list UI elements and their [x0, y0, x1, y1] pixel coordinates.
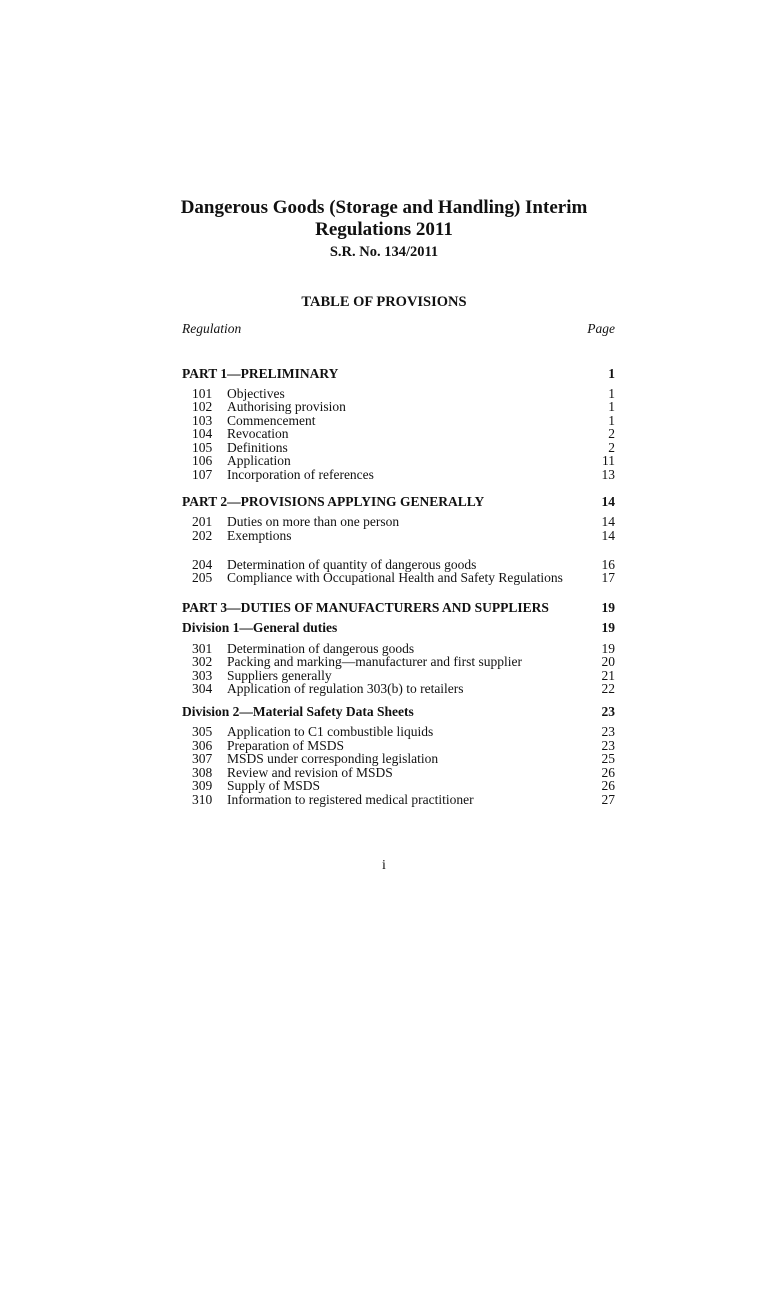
- toc-entry[interactable]: [182, 655, 615, 669]
- toc-entry-label: Suppliers generally: [227, 668, 332, 683]
- toc-part-page: 19: [601, 600, 615, 615]
- toc-entry[interactable]: [182, 682, 615, 696]
- toc-entry-number: 204: [192, 557, 213, 572]
- toc-entry[interactable]: [182, 529, 615, 543]
- column-header-regulation: Regulation: [182, 321, 242, 336]
- toc-entry-number: 310: [192, 792, 213, 807]
- toc-entry-page: 2: [608, 426, 615, 441]
- document-title-line-2: Regulations 2011: [315, 219, 453, 240]
- toc-entry[interactable]: [182, 725, 615, 739]
- toc-entry-page: 2: [608, 440, 615, 455]
- toc-entry-number: 205: [192, 570, 213, 585]
- toc-entry-number: 306: [192, 738, 213, 753]
- toc-division-1-heading[interactable]: [182, 620, 615, 636]
- toc-entry-label: Packing and marking—manufacturer and first supplier: [227, 654, 523, 669]
- toc-part-label: PART 3—DUTIES OF MANUFACTURERS AND SUPPLIERS: [182, 600, 549, 615]
- column-header-page: Page: [587, 321, 615, 336]
- toc-entry-label: Application: [227, 453, 291, 468]
- toc-entry-number: 105: [192, 440, 213, 455]
- toc-entry-label: Supply of MSDS: [227, 778, 321, 793]
- toc-part-page: 1: [608, 366, 615, 381]
- toc-entry-number: 302: [192, 654, 213, 669]
- toc-division-page: 19: [601, 620, 615, 635]
- toc-entry-number: 309: [192, 778, 213, 793]
- toc-entry[interactable]: [182, 454, 615, 468]
- toc-entry-label: Compliance with Occupational Health and Safety Regulations: [227, 570, 563, 585]
- toc-entry-number: 308: [192, 765, 213, 780]
- toc-entry-page: 20: [601, 654, 615, 669]
- toc-entry-page: 13: [601, 467, 615, 482]
- toc-part-1-heading[interactable]: [182, 366, 615, 382]
- toc-heading: TABLE OF PROVISIONS: [301, 294, 467, 310]
- toc-division-label: Division 2—Material Safety Data Sheets: [182, 704, 414, 719]
- toc-entry-page: 1: [608, 386, 615, 401]
- toc-entry-label: Objectives: [227, 386, 285, 401]
- toc-entry-number: 103: [192, 413, 213, 428]
- toc-entry-page: 21: [601, 668, 615, 683]
- toc-part-page: 14: [601, 494, 615, 509]
- toc-entry-number: 101: [192, 386, 213, 401]
- toc-entry-page: 25: [601, 751, 615, 766]
- toc-entry-label: Commencement: [227, 413, 316, 428]
- toc-entry-label: Determination of dangerous goods: [227, 641, 415, 656]
- toc-entry-page: 14: [601, 528, 615, 543]
- toc-entry-number: 107: [192, 467, 213, 482]
- toc-entry-label: Definitions: [227, 440, 288, 455]
- toc-entry-page: 23: [601, 724, 615, 739]
- toc-entry-number: 307: [192, 751, 213, 766]
- toc-entry-number: 202: [192, 528, 213, 543]
- toc-entry[interactable]: [182, 400, 615, 414]
- toc-entry-number: 304: [192, 681, 213, 696]
- toc-entry-label: Preparation of MSDS: [227, 738, 344, 753]
- toc-entry-page: 1: [608, 399, 615, 414]
- toc-part-label: PART 1—PRELIMINARY: [182, 366, 339, 381]
- toc-entry-number: 201: [192, 514, 213, 529]
- toc-division-label: Division 1—General duties: [182, 620, 338, 635]
- toc-entry-label: Application of regulation 303(b) to retailers: [227, 681, 464, 696]
- toc-entry[interactable]: [182, 427, 615, 441]
- toc-entry-label: Authorising provision: [227, 399, 346, 414]
- statutory-rule-number: S.R. No. 134/2011: [329, 244, 439, 260]
- toc-entry-number: 301: [192, 641, 213, 656]
- toc-entry[interactable]: [182, 468, 615, 482]
- toc-entry-label: Review and revision of MSDS: [227, 765, 393, 780]
- toc-entry-label: MSDS under corresponding legislation: [227, 751, 439, 766]
- toc-entry-label: Revocation: [227, 426, 289, 441]
- toc-part-3-heading[interactable]: [182, 600, 615, 616]
- toc-entry-page: 11: [602, 453, 615, 468]
- toc-entry-number: 104: [192, 426, 213, 441]
- toc-entry[interactable]: [182, 515, 615, 529]
- toc-part-2-heading[interactable]: [182, 494, 615, 510]
- toc-division-page: 23: [601, 704, 615, 719]
- toc-entry-label: Incorporation of references: [227, 467, 374, 482]
- toc-part-label: PART 2—PROVISIONS APPLYING GENERALLY: [182, 494, 485, 509]
- toc-entry-page: 26: [601, 765, 615, 780]
- toc-entry-page: 16: [601, 557, 615, 572]
- toc-entry-number: 303: [192, 668, 213, 683]
- toc-entry-page: 17: [601, 570, 615, 585]
- toc-entry[interactable]: [182, 752, 615, 766]
- toc-entry-label: Determination of quantity of dangerous goods: [227, 557, 477, 572]
- toc-entry-page: 1: [608, 413, 615, 428]
- toc-entry-label: Application to C1 combustible liquids: [227, 724, 434, 739]
- toc-entry-label: Duties on more than one person: [227, 514, 400, 529]
- toc-entry-page: 26: [601, 778, 615, 793]
- toc-entry-label: Information to registered medical practitioner: [227, 792, 474, 807]
- toc-entry[interactable]: [182, 779, 615, 793]
- toc-entry-page: 23: [601, 738, 615, 753]
- toc-entry-page: 27: [601, 792, 615, 807]
- toc-entry-page: 22: [601, 681, 615, 696]
- document-title-line-1: Dangerous Goods (Storage and Handling) Interim: [180, 197, 588, 218]
- toc-entry-number: 106: [192, 453, 213, 468]
- toc-entry[interactable]: [182, 571, 615, 585]
- toc-division-2-heading[interactable]: [182, 704, 615, 720]
- toc-entry-page: 19: [601, 641, 615, 656]
- toc-entry-label: Exemptions: [227, 528, 292, 543]
- page-number: i: [382, 858, 386, 873]
- toc-entry[interactable]: [182, 793, 615, 807]
- toc-entry-number: 305: [192, 724, 213, 739]
- toc-entry-page: 14: [601, 514, 615, 529]
- toc-entry-number: 102: [192, 399, 213, 414]
